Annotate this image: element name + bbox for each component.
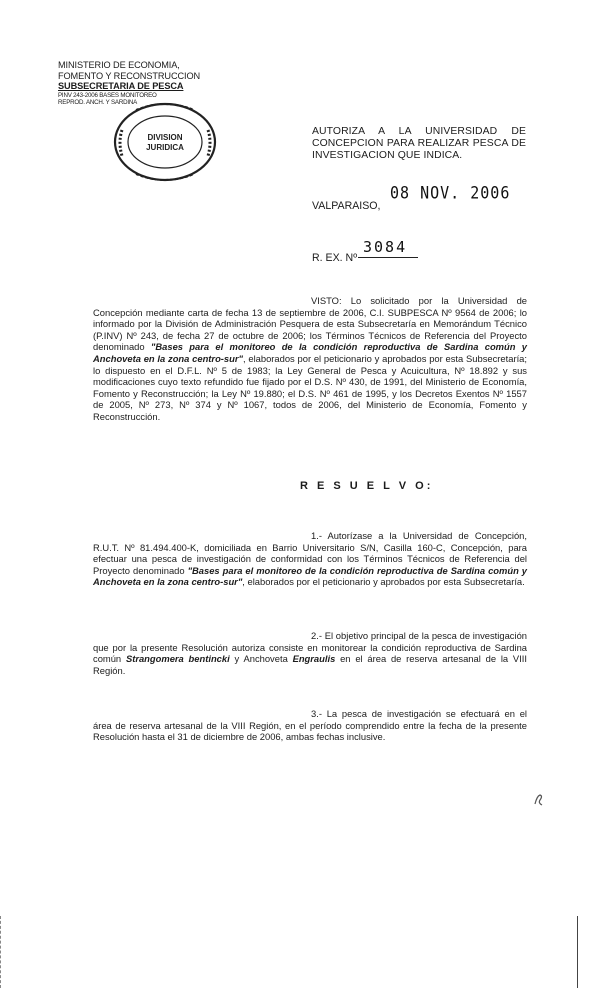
- point2-text-c: en el área de reserva artesanal de la VIII Región.: [93, 653, 527, 676]
- resolution-point-2: [93, 630, 527, 676]
- letterhead-ministry-2: FOMENTO Y RECONSTRUCCION: [58, 70, 201, 81]
- resolution-point-1: [93, 530, 527, 588]
- official-stamp: [110, 100, 220, 184]
- point1-text-b: , elaborados por el peticionario y aprobados por esta Subsecretaría.: [242, 576, 525, 588]
- species-sardina: Strangomera bentincki: [125, 653, 230, 665]
- species-anchoveta: Engraulis: [292, 653, 336, 665]
- letterhead-ref-1: PINV 243-2006 BASES MONITOREO: [58, 91, 157, 99]
- handwritten-mark-icon: [532, 792, 546, 808]
- letterhead: [58, 60, 218, 106]
- point1-text-a: 1.- Autorízase a la Universidad de Concepción, R.U.T. Nº 81.494.400-K, domiciliada en Barrio Universitario S/N, Casilla 160-C, Concepción, para efectuar una pesca de investigación de conformidad con los Términos Técnicos de Referencia del Proyecto denominado: [93, 530, 527, 576]
- rex-label: R. EX. Nº: [312, 252, 358, 264]
- resolution-point-3: 3.- La pesca de investigación se efectuará en el área de reserva artesanal de la VIII Región, en el período comprendido entre la fecha de la presente Resolución hasta el 31 de diciembre de 2006, ambas fechas inclusive.: [93, 708, 527, 743]
- letterhead-subsecretaria: SUBSECRETARIA DE PESCA: [58, 81, 184, 92]
- visto-text-b: , elaborados por el peticionario y aprobados por esta Subsecretaría; lo dispuesto en el D.F.L. Nº 5 de 1983; la Ley General de Pesca y Acuicultura, Nº 18.892 y sus modificaciones cuyo texto refundido fue fijado por el D.S. Nº 430, de 1991, del Ministerio de Economía, Fomento y Reconstrucción; la Ley Nº 19.880; el D.S. Nº 461 de 1995, y los Decretos Exentos Nº 1557 de 2005, Nº 273, Nº 374 y Nº 1067, todos de 2006, del Ministerio de Economía, Fomento y Reconstrucción.: [93, 352, 527, 422]
- date-stamp: 08 NOV. 2006: [390, 182, 511, 204]
- city-label: VALPARAISO,: [312, 200, 381, 212]
- project-name: "Bases para el monitoreo de la condición reproductiva de Sardina común y Anchoveta en la zona centro-sur": [93, 341, 527, 364]
- stamp-text-2: JURIDICA: [146, 143, 184, 152]
- point2-text-b: y Anchoveta: [229, 653, 293, 665]
- rex-underline: [358, 257, 418, 258]
- visto-text-a: VISTO: Lo solicitado por la Universidad de Concepción mediante carta de fecha 13 de septiembre de 2006, C.I. SUBPESCA Nº 9564 de 2006; lo informado por la División de Administración Pesquera de esta Subsecretaría en Memorándum Técnico (P.INV) Nº 243, de fecha 27 de octubre de 2006; los Términos Técnicos de Referencia del Proyecto denominado: [93, 295, 527, 353]
- point1-project-name: "Bases para el monitoreo de la condición reproductiva de Sardina común y Anchoveta en la zona centro-sur": [93, 564, 528, 588]
- visto-paragraph: [93, 295, 527, 423]
- letterhead-ministry: MINISTERIO DE ECONOMIA,: [58, 60, 180, 70]
- scan-left-edge: [0, 916, 4, 988]
- stamp-text-1: DIVISION: [147, 133, 183, 142]
- letterhead-ref-2: REPROD. ANCH. Y SARDINA: [58, 98, 138, 106]
- scan-edge-line: [577, 916, 578, 988]
- rex-number: 3084: [363, 238, 408, 256]
- point2-text-a: 2.- El objetivo principal de la pesca de investigación que por la presente Resolución autoriza consiste en monitorear la condición reproductiva de Sardina común: [93, 630, 527, 665]
- resuelvo-heading: R E S U E L V O:: [300, 480, 434, 492]
- resolution-title: AUTORIZA A LA UNIVERSIDAD DE CONCEPCION PARA REALIZAR PESCA DE INVESTIGACION QUE INDICA.: [312, 126, 526, 161]
